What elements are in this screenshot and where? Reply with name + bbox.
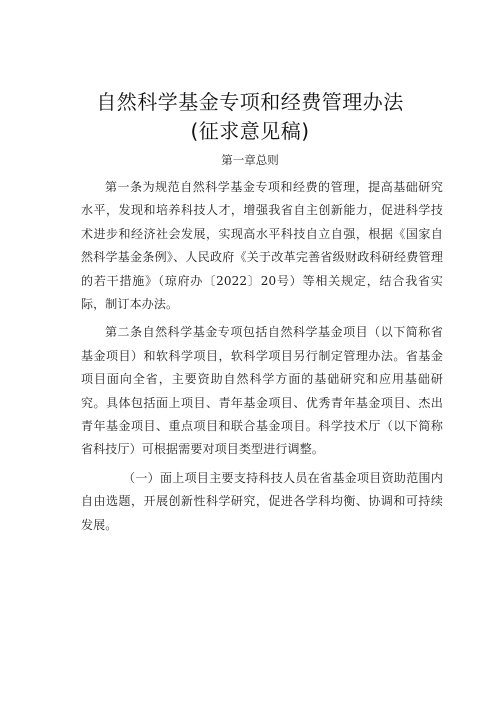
paragraph-item-1: （一）面上项目主要支持科技人员在省基金项目资助范围内自由选题，开展创新性科学研究，促进各学科均衡、协调和可持续发展。 [81, 470, 443, 532]
title-line-main: 自然科学基金专项和经费管理办法 [96, 90, 404, 114]
document-title [0, 88, 500, 146]
paragraph-article-1: 第一条为规范自然科学基金专项和经费的管理，提高基础研究水平，发现和培养科技人才，增强我省自主创新能力，促进科学技术进步和经济社会发展，实现高水平科技自立自强，根据《国家自然科学基金条例》、人民政府《关于改革完善省级财政科研经费管理的若干措施》（琼府办〔2022〕20号）等相关规定，结合我省实际，制订本办法。 [81, 180, 443, 312]
document-body [81, 176, 443, 537]
paragraph-article-2: 第二条自然科学基金专项包括自然科学基金项目（以下简称省基金项目）和软科学项目，软科学项目另行制定管理办法。省基金项目面向全省，主要资助自然科学方面的基础研究和应用基础研究。具体包括面上项目、青年基金项目、优秀青年基金项目、杰出青年基金项目、重点项目和联合基金项目。科学技术厅（以下简称省科技厅）可根据需要对项目类型进行调整。 [81, 325, 443, 457]
chapter-heading: 第一章总则 [221, 153, 279, 167]
title-line-draft-note: (征求意见稿) [190, 119, 310, 143]
